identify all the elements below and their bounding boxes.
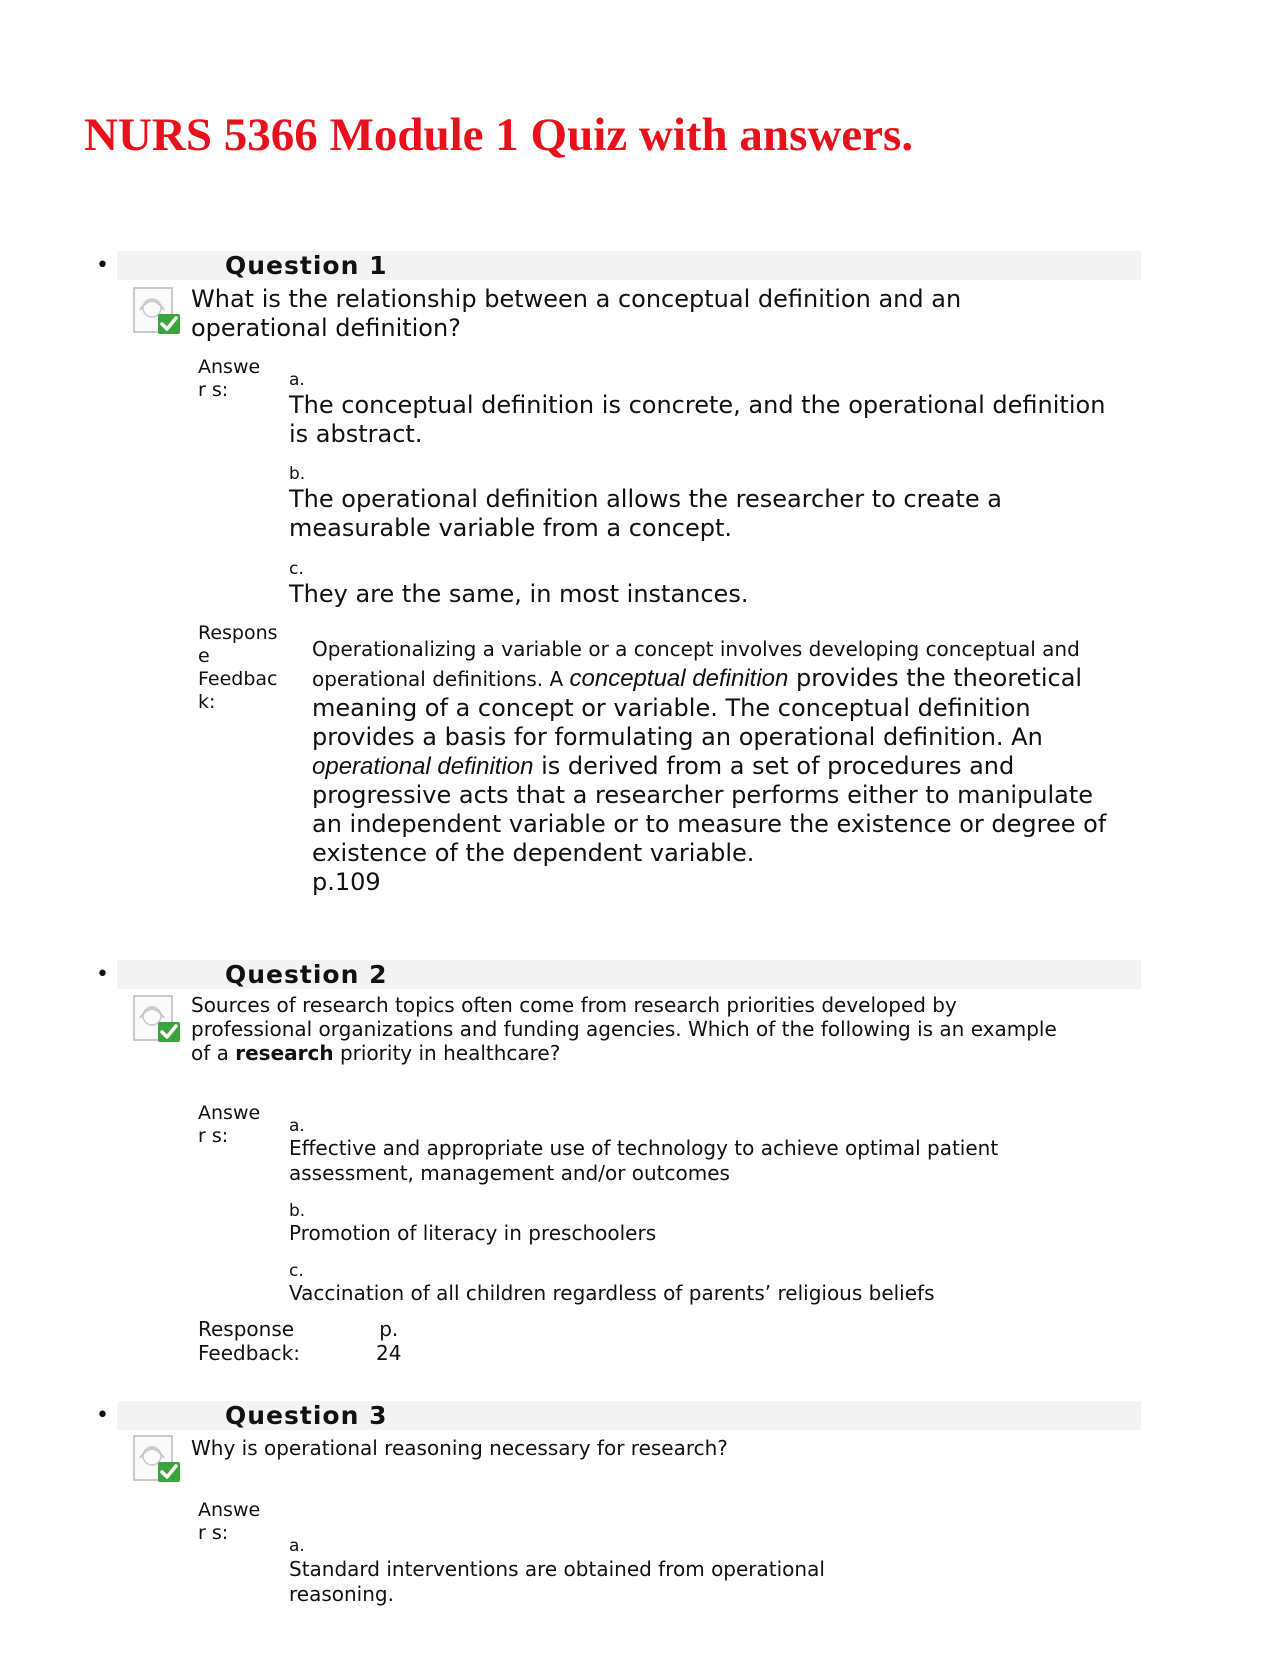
question-1-option-a-letter: a. <box>289 370 305 390</box>
question-1-heading: Question 1 <box>225 251 388 280</box>
correct-check-icon <box>132 1434 184 1486</box>
question-2-heading: Question 2 <box>225 960 388 989</box>
question-1-text: What is the relationship between a conceptual definition and an operational definition? <box>191 285 962 342</box>
question-2-option-c: Vaccination of all children regardless of parents’ religious beliefs <box>289 1281 935 1305</box>
question-2-bullet: • <box>96 962 109 987</box>
conceptual-definition-term: conceptual definition <box>569 665 789 692</box>
page-title: NURS 5366 Module 1 Quiz with answers. <box>84 109 914 161</box>
question-1-option-a: The conceptual definition is concrete, and the operational definition is abstract. <box>289 391 1106 448</box>
question-2-feedback-page: p. 24 <box>376 1317 402 1365</box>
question-3-heading: Question 3 <box>225 1401 388 1430</box>
question-2-option-b-letter: b. <box>289 1201 306 1221</box>
question-1-option-b: The operational definition allows the researcher to create a measurable variable from a concept. <box>289 485 1002 542</box>
question-3-option-a: Standard interventions are obtained from operational reasoning. <box>289 1557 825 1606</box>
question-3-bullet: • <box>96 1403 109 1428</box>
question-2-option-b: Promotion of literacy in preschoolers <box>289 1221 657 1245</box>
question-2-feedback-label: Response Feedback: <box>198 1317 300 1365</box>
question-1-feedback: Operationalizing a variable or a concept involves developing conceptual and operational definitions. A conceptual definition provides the theoretical meaning of a concept or variable. The conceptual definition provides a basis for formulating an operational definition. An operational definition is derived from a set of procedures and progressive acts that a researcher performs either to manipulate an independent variable or to measure the existence or degree of existence of the dependent variable. p.109 <box>312 637 1107 896</box>
question-1-option-c: They are the same, in most instances. <box>289 580 749 608</box>
question-2-option-a: Effective and appropriate use of technology to achieve optimal patient assessment, management and/or outcomes <box>289 1136 999 1185</box>
question-1-feedback-page: p.109 <box>312 868 381 896</box>
question-2-text: Sources of research topics often come from research priorities developed by professional organizations and funding agencies. Which of the following is an example of a research priority in healthcare? <box>191 993 1057 1065</box>
operational-definition-term: operational definition <box>312 753 534 780</box>
question-3-option-a-letter: a. <box>289 1536 305 1556</box>
question-2-option-a-letter: a. <box>289 1116 305 1136</box>
question-1-option-c-letter: c. <box>289 559 304 579</box>
research-emphasis: research <box>235 1041 334 1065</box>
question-1-answers-label: Answe r s: <box>198 356 261 401</box>
question-3-text: Why is operational reasoning necessary for research? <box>191 1436 728 1460</box>
question-2-option-c-letter: c. <box>289 1261 304 1281</box>
question-2-answers-label: Answe r s: <box>198 1102 261 1147</box>
correct-check-icon <box>132 994 184 1046</box>
question-1-option-b-letter: b. <box>289 464 306 484</box>
question-1-bullet: • <box>96 253 109 278</box>
question-1-feedback-label: Respons e Feedbac k: <box>198 622 278 713</box>
correct-check-icon <box>132 286 184 338</box>
question-3-answers-label: Answe r s: <box>198 1499 261 1544</box>
